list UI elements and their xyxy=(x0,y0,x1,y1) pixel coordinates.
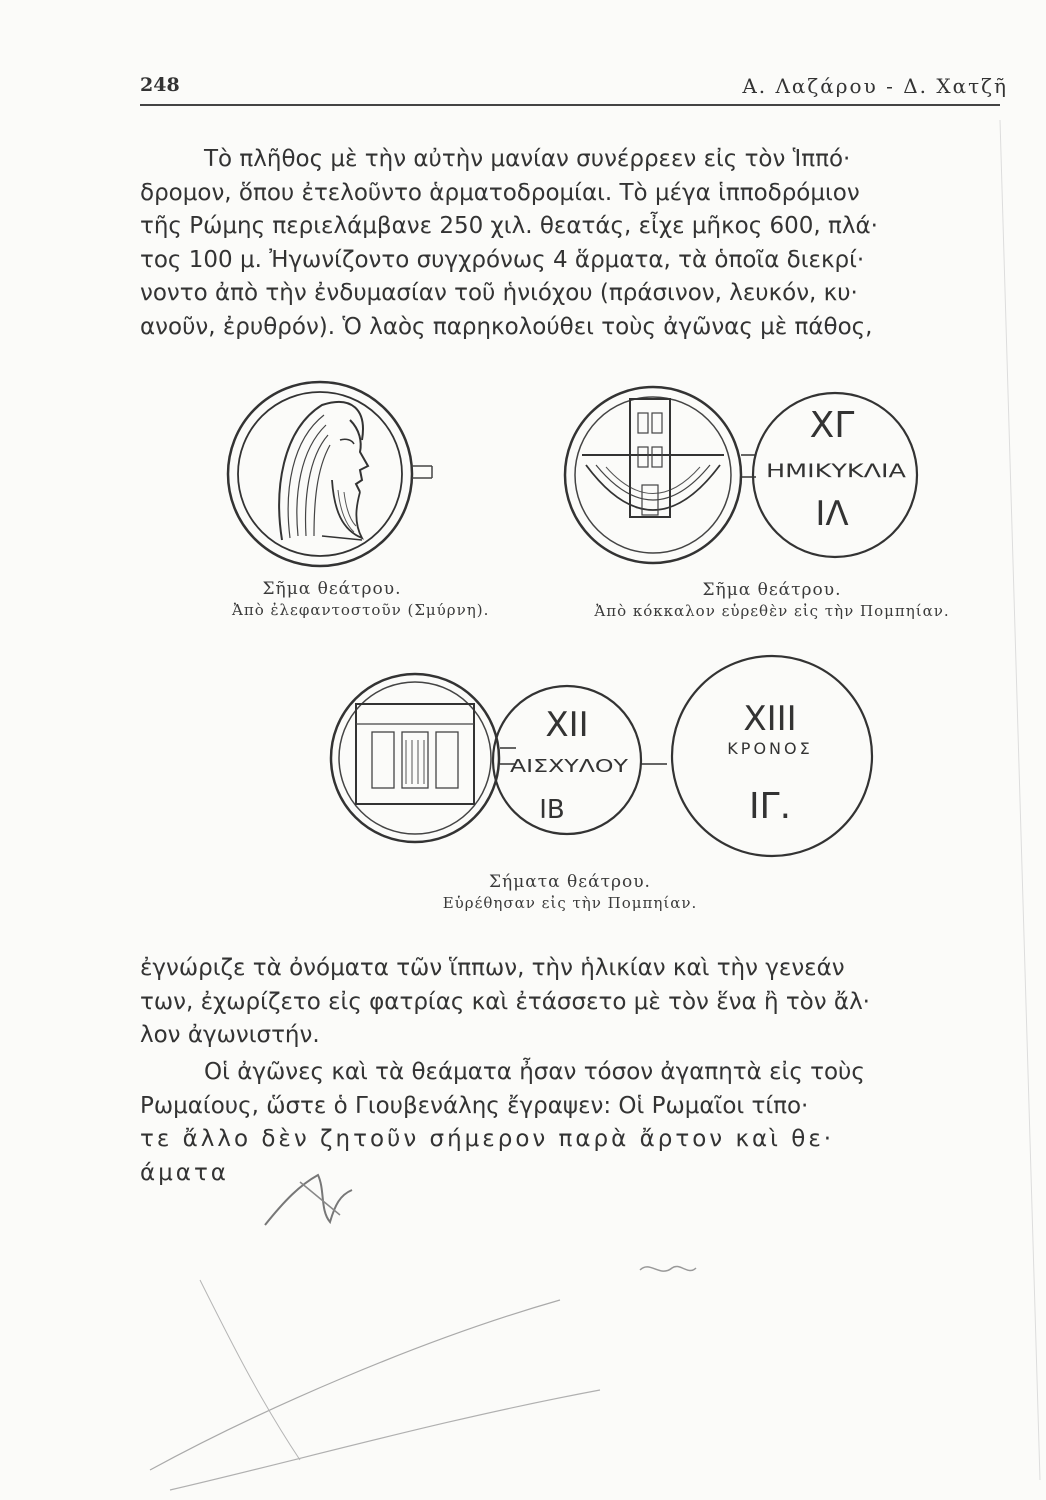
text-line: Οἱ ἀγῶνες καὶ τὰ θεάματα ἦσαν τόσον ἀγαπητὰ εἰς τοὺς xyxy=(204,1059,865,1085)
text-line: λον ἀγωνιστήν. xyxy=(140,1022,320,1048)
inscription-number: ΙΛ xyxy=(815,494,849,534)
text-line: άματα xyxy=(140,1159,229,1186)
caption-subtitle: Εὑρέθησαν εἰς τὴν Πομπηίαν. xyxy=(442,894,698,912)
text-line: δρομον, ὅπου ἐτελοῦντο ἁρματοδρομίαι. Τὸ μέγα ἱπποδρόμιον xyxy=(140,179,860,206)
running-head-authors: Α. Λαζάρου - Δ. Χατζῆ xyxy=(742,74,1008,98)
disc1-numeral: ΧΙΙ xyxy=(545,705,589,745)
text-line: ἐγνώριζε τὰ ὀνόματα τῶν ἵππων, τὴν ἡλικίαν καὶ τὴν γενεάν xyxy=(140,955,845,981)
inscription-numeral: ΧΓ xyxy=(809,405,855,446)
text-line: Ρωμαίους, ὥστε ὁ Γιουβενάλης ἔγραψεν: Οἱ Ρωμαῖοι τίπο· xyxy=(140,1092,809,1119)
caption-title: Σῆμα θεάτρου. xyxy=(702,580,842,600)
text-line: τος 100 μ. Ἠγωνίζοντο συγχρόνως 4 ἅρματα, τὰ ὁποῖα διεκρί· xyxy=(140,246,865,273)
caption-title: Σήματα θεάτρου. xyxy=(489,872,651,892)
disc1-number: ΙΒ xyxy=(539,795,565,825)
inscription-name: ΗΜΙΚΥΚΛΙΑ xyxy=(766,460,906,482)
disc2-number: ΙΓ. xyxy=(748,786,792,827)
caption-subtitle: Ἀπὸ ἐλεφαντοστοῦν (Σμύρνη). xyxy=(232,601,490,619)
caption-subtitle: Ἀπὸ κόκκαλον εὑρεθὲν εἰς τὴν Πομπηίαν. xyxy=(594,602,950,620)
text-line: ανοῦν, ἐρυθρόν). Ὁ λαὸς παρηκολούθει τοὺς ἀγῶνας μὲ πάθος, xyxy=(140,313,873,340)
text-line: τῆς Ρώμης περιελάμβανε 250 χιλ. θεατάς, εἶχε μῆκος 600, πλά· xyxy=(140,213,878,239)
caption-title: Σῆμα θεάτρου. xyxy=(262,579,402,599)
disc1-name: ΑΙΣΧΥΛΟΥ xyxy=(510,756,630,777)
text-line: Τὸ πλῆθος μὲ τὴν αὐτὴν μανίαν συνέρρεεν εἰς τὸν Ἱππό· xyxy=(204,146,851,172)
text-line: νοντο ἀπὸ τὴν ἐνδυμασίαν τοῦ ἡνιόχου (πράσινον, λευκόν, κυ· xyxy=(140,280,858,306)
page-number: 248 xyxy=(140,74,180,96)
disc2-name: ΚΡΟΝΟΣ xyxy=(727,739,813,758)
disc2-numeral: ΧΙΙΙ xyxy=(743,699,797,739)
text-line: των, ἐχωρίζετο εἰς φατρίας καὶ ἐτάσσετο μὲ τὸν ἕνα ἢ τὸν ἄλ· xyxy=(140,988,870,1015)
text-line: τε ἄλλο δὲν ζητοῦν σήμερον παρὰ ἄρτον καὶ θε· xyxy=(140,1126,835,1152)
